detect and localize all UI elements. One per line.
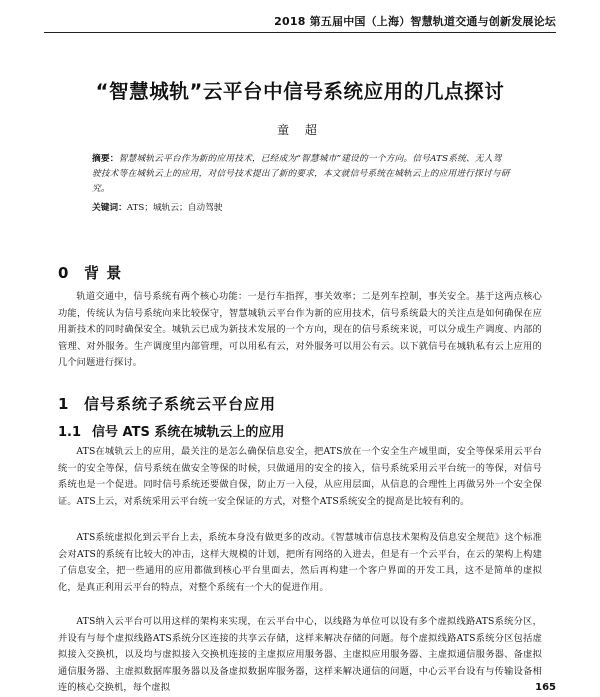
paper-title: “智慧城轨”云平台中信号系统应用的几点探讨 — [95, 80, 505, 103]
page-number: 165 — [535, 682, 556, 693]
paragraph: ATS系统虚拟化到云平台上去，系统本身没有做更多的改动。《智慧城市信息技术架构及信息安全规范》这个标准会对ATS的系统有比较大的冲击，这样大规模的计划，把所有网络的入进去，但是有一个云平台，在云的架构上构建了信息安全，把一些通用的应用都做到核心平台里面去，然后再构建一个客户界面的开发工具，这不是简单的虚拟化，是真正利用云平台的特点，对整个系统有一个大的促进作用。 — [58, 532, 542, 593]
section-number: 0 — [58, 264, 70, 282]
abstract-label: 摘要： — [92, 154, 119, 164]
subsection-number: 1.1 — [58, 425, 82, 440]
abstract-text: 智慧城轨云平台作为新的应用技术，已经成为“智慧城市”建设的一个方向。信号ATS系统、无人驾驶技术等在城轨云上的应用，对信号技术提出了新的要求，本文就信号系统在城轨云上的应用进行探讨与研究。 — [92, 154, 510, 194]
keywords — [92, 201, 510, 216]
subsection-title: 信号 ATS 系统在城轨云上的应用 — [92, 425, 285, 440]
paragraph: ATS在城轨云上的应用，最关注的是怎么确保信息安全，把ATS放在一个安全生产域里面，安全等保采用云平台统一的安全等保，信号系统在做安全等保的时候，只做通用的安全的接入，信号系统采用云平台统一的等保，对信号系统也是一个促进。同时信号系统还要做自保，防止万一入侵，从应用层面，从信息的合理性上再做另外一个安全保证。ATS上云，对系统采用云平台统一安全保证的方式，对整个ATS系统安全的提高是比较有利的。 — [58, 446, 542, 507]
abstract — [92, 152, 510, 197]
section-heading-1 — [58, 393, 276, 414]
running-header: 2018 第五届中国（上海）智慧轨道交通与创新发展论坛 — [274, 15, 556, 28]
section-number: 1 — [58, 395, 70, 413]
paragraph: 轨道交通中，信号系统有两个核心功能：一是行车指挥，事关效率；二是列车控制，事关安全。基于这两点核心功能，传统认为信号系统向来比较保守，智慧城轨云平台作为新的应用技术，信号系统最大的关注点是如何确保在应用新技术的同时确保安全。城轨云已成为新技术发展的一个方向，现在的信号系统来说，可以分成生产调度、内部的管理、对外服务。生产调度里内部管理，可以用私有云，对外服务可以用公有云。以下就信号在城轨私有云上应用的几个问题进行探讨。 — [58, 291, 542, 369]
section-heading-0 — [58, 262, 122, 283]
keywords-label: 关键词： — [92, 203, 127, 213]
author-name: 童 超 — [277, 123, 323, 137]
keywords-text: ATS；城轨云；自动驾驶 — [126, 203, 223, 213]
header-rule — [44, 32, 556, 33]
paragraph: ATS纳入云平台可以用这样的架构来实现，在云平台中心，以线路为单位可以设有多个虚拟线路ATS系统分区，并设有与每个虚拟线路ATS系统分区连接的共享云存储，这样来解决存储的问题。每个虚拟线路ATS系统分区包括虚拟接入交换机，以及均与虚拟接入交换机连接的主虚拟应用服务器、主虚拟应用服务器、主虚拟通信服务器、备虚拟通信服务器、主虚拟数据库服务器以及备虚拟数据库服务器，这样来解决通信的问题，中心云平台设有与传输设备相连的核心交换机，每个虚拟 — [58, 616, 542, 694]
section-title: 背 景 — [84, 264, 123, 282]
section-title: 信号系统子系统云平台应用 — [84, 395, 277, 413]
subsection-heading-1-1 — [58, 421, 284, 440]
